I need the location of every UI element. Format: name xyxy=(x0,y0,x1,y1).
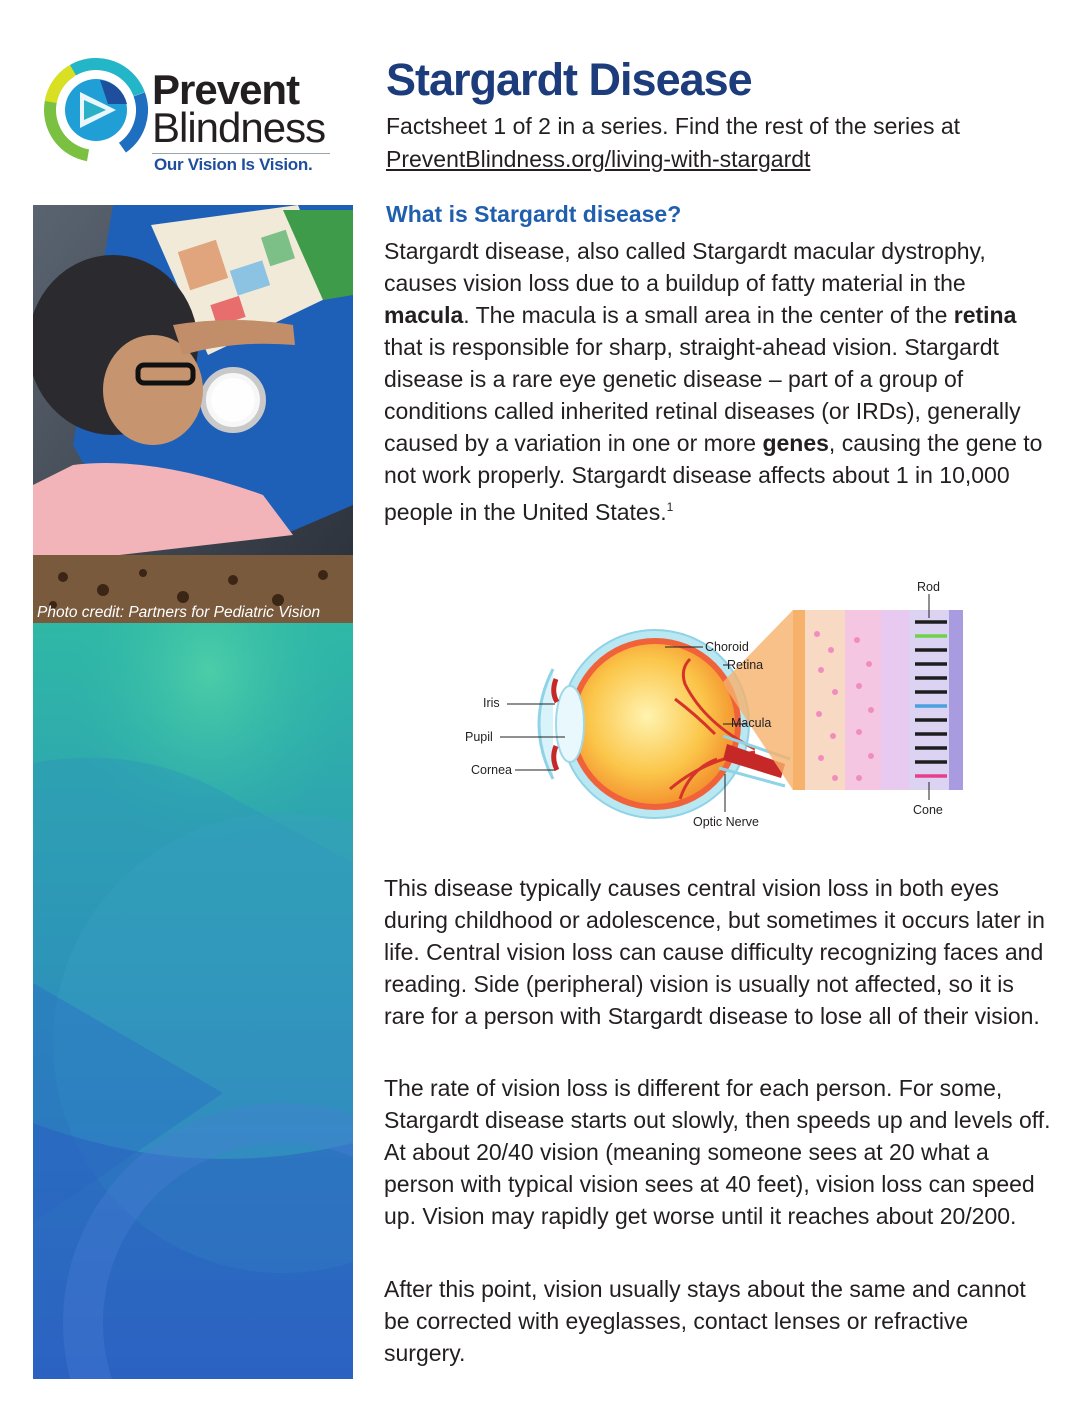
label-optic-nerve: Optic Nerve xyxy=(693,815,759,829)
child-with-magnifier-illustration xyxy=(33,205,353,623)
footnote-marker: 1 xyxy=(666,500,674,514)
term-macula: macula xyxy=(384,302,464,328)
decorative-gradient-panel xyxy=(33,623,353,1379)
page-title: Stargardt Disease xyxy=(386,54,752,105)
label-iris: Iris xyxy=(483,696,500,710)
label-choroid: Choroid xyxy=(705,640,749,654)
logo-word-prevent: Prevent xyxy=(152,66,300,113)
label-macula: Macula xyxy=(731,716,772,730)
eye-anatomy-diagram xyxy=(455,574,975,836)
prevent-blindness-logo[interactable] xyxy=(44,58,344,183)
paragraph-rate-of-loss: The rate of vision loss is different for each person. For some, Stargardt disease starts out slowly, then speeds up and levels off. At about 20/40 vision (meaning someone sees at 20 what a person with typical vision sees at 40 feet), vision loss can speed up. Vision may rapidly get worse until it reaches about 20/200. xyxy=(384,1075,1051,1229)
intro-text-4: , causing the gene to not work properly. Stargardt disease affects about 1 in 10,000 people in the United States. xyxy=(384,430,1043,525)
section-heading: What is Stargardt disease? xyxy=(386,201,682,227)
label-cornea: Cornea xyxy=(471,763,512,777)
label-cone: Cone xyxy=(913,803,943,817)
logo-tagline: Our Vision Is Vision. xyxy=(154,155,313,174)
subtitle-text: Factsheet 1 of 2 in a series. Find the rest of the series at xyxy=(386,113,961,139)
series-link[interactable]: PreventBlindness.org/living-with-stargardt xyxy=(386,146,811,172)
prevent-blindness-logo-icon xyxy=(44,58,148,162)
label-pupil: Pupil xyxy=(465,730,493,744)
intro-paragraph xyxy=(384,235,1054,528)
label-retina: Retina xyxy=(727,658,764,672)
eye-cross-section-graphic xyxy=(455,574,975,836)
intro-text-2: . The macula is a small area in the center of the xyxy=(463,302,954,328)
label-rod: Rod xyxy=(917,580,940,594)
logo-word-blindness: Blindness xyxy=(152,104,326,151)
logo-divider xyxy=(152,153,330,154)
decorative-eye-shape-graphic xyxy=(33,623,353,1379)
photo-credit: Photo credit: Partners for Pediatric Vision xyxy=(37,604,321,621)
term-genes: genes xyxy=(762,430,829,456)
intro-text-3: that is responsible for sharp, straight-ahead vision. Stargardt disease is a rare eye genetic disease – part of a group of conditions called inherited retinal diseases (or IRDs), generally caused by a variation in one or more xyxy=(384,334,1021,456)
paragraph-after-point: After this point, vision usually stays about the same and cannot be corrected with eyeglasses, contact lenses or refractive surgery. xyxy=(384,1276,1026,1366)
paragraph-central-vision: This disease typically causes central vision loss in both eyes during childhood or adolescence, but sometimes it occurs later in life. Central vision loss can cause difficulty recognizing faces and reading. Side (peripheral) vision is usually not affected, so it is rare for a person with Stargardt disease to lose all of their vision. xyxy=(384,875,1045,1029)
intro-text-1: Stargardt disease, also called Stargardt macular dystrophy, causes vision loss due to a buildup of fatty material in the xyxy=(384,238,986,296)
child-reading-photo xyxy=(33,205,353,623)
term-retina: retina xyxy=(953,302,1017,328)
factsheet-subtitle xyxy=(386,110,1066,176)
